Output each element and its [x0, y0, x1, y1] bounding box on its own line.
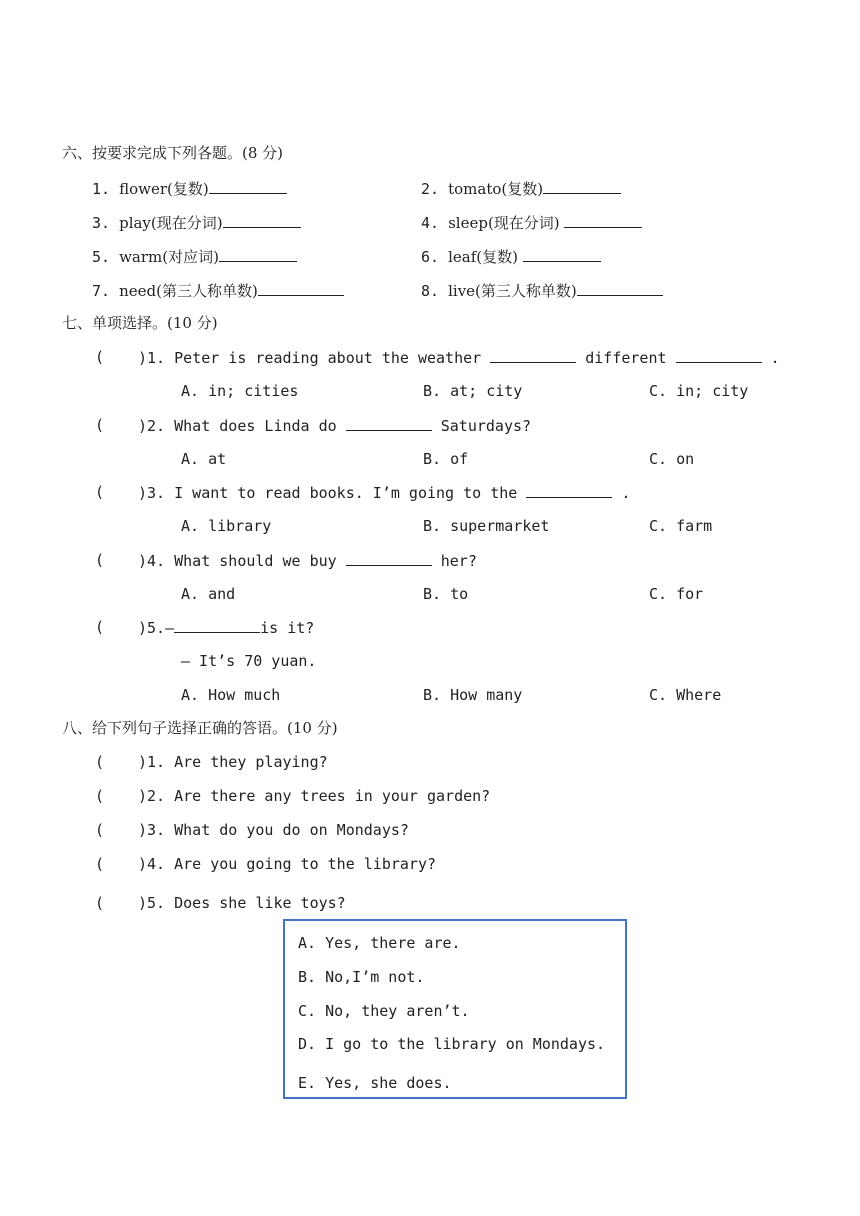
s7-question-2 [138, 415, 531, 436]
option-c: C. Where [649, 686, 722, 704]
answer-blank[interactable] [346, 550, 432, 566]
s6-item-1 [92, 178, 287, 199]
s6-item-8 [421, 280, 663, 301]
question-number: )1. [138, 349, 166, 367]
option-a: A. and [181, 585, 236, 603]
answer-blank[interactable] [209, 178, 287, 194]
answer-blank[interactable] [258, 280, 344, 296]
question-text: Are you going to the library? [174, 855, 437, 873]
answer-blank[interactable] [564, 212, 642, 228]
item-text: play(现在分词) [119, 214, 223, 232]
item-text: warm(对应词) [119, 248, 219, 266]
question-text: different [576, 349, 676, 367]
section7-heading: 七、单项选择。(10 分) [62, 314, 218, 332]
question-text: Saturdays? [431, 417, 532, 435]
answer-paren[interactable]: ( [95, 551, 105, 569]
option-a: A. library [181, 517, 272, 535]
s8-question-4 [138, 854, 436, 874]
option-a: A. How much [181, 686, 281, 704]
option-b: B. of [423, 450, 469, 468]
section8-heading: 八、给下列句子选择正确的答语。(10 分) [62, 719, 338, 737]
answer-paren[interactable]: ( [95, 618, 105, 636]
section6-heading: 六、按要求完成下列各题。(8 分) [62, 144, 284, 162]
question-text: What should we buy [174, 552, 346, 570]
answer-choice-e: E. Yes, she does. [298, 1074, 452, 1092]
item-text: flower(复数) [119, 180, 209, 198]
s7-question-4 [138, 550, 477, 571]
option-a: A. at [181, 450, 227, 468]
question-number: )3. [138, 821, 166, 839]
question-text: Are they playing? [174, 753, 328, 771]
question-text: Peter is reading about the weather [174, 349, 491, 367]
question-text: I want to read books. I’m going to the [174, 484, 527, 502]
item-text: live(第三人称单数) [448, 282, 577, 300]
item-number: 2. [421, 180, 440, 198]
item-number: 7. [92, 282, 111, 300]
question-text: — [165, 619, 175, 637]
question-number: )4. [138, 552, 166, 570]
question-number: )1. [138, 753, 166, 771]
answer-paren[interactable]: ( [95, 855, 105, 873]
answer-paren[interactable]: ( [95, 787, 105, 805]
answer-blank[interactable] [223, 212, 301, 228]
option-b: B. supermarket [423, 517, 550, 535]
question-text: is it? [260, 619, 315, 637]
item-number: 3. [92, 214, 111, 232]
s6-item-6 [421, 246, 601, 267]
question-text: her? [431, 552, 477, 570]
item-number: 5. [92, 248, 111, 266]
option-c: C. in; city [649, 382, 749, 400]
s7-question-5 [138, 617, 314, 638]
option-c: C. for [649, 585, 704, 603]
answer-choice-b: B. No,I’m not. [298, 968, 425, 986]
s7-question-3 [138, 482, 630, 503]
answer-blank[interactable] [543, 178, 621, 194]
item-text: tomato(复数) [448, 180, 544, 198]
option-c: C. farm [649, 517, 713, 535]
question-number: )5. [138, 894, 166, 912]
question-text: . [612, 484, 631, 502]
answer-blank[interactable] [490, 347, 576, 363]
answer-choice-a: A. Yes, there are. [298, 934, 461, 952]
s8-question-5 [138, 893, 346, 913]
option-b: B. at; city [423, 382, 523, 400]
answer-blank[interactable] [676, 347, 762, 363]
answer-paren[interactable]: ( [95, 753, 105, 771]
item-number: 6. [421, 248, 440, 266]
s6-item-7 [92, 280, 344, 301]
question-text: Are there any trees in your garden? [174, 787, 491, 805]
item-text: need(第三人称单数) [119, 282, 258, 300]
answer-blank[interactable] [346, 415, 432, 431]
s6-item-3 [92, 212, 301, 233]
answer-blank[interactable] [577, 280, 663, 296]
item-number: 8. [421, 282, 440, 300]
option-c: C. on [649, 450, 695, 468]
answer-paren[interactable]: ( [95, 416, 105, 434]
option-a: A. in; cities [181, 382, 299, 400]
dialogue-reply: — It’s 70 yuan. [181, 652, 317, 670]
s8-question-3 [138, 820, 409, 840]
s6-item-5 [92, 246, 297, 267]
item-text: sleep(现在分词) [448, 214, 565, 232]
question-number: )2. [138, 787, 166, 805]
answer-paren[interactable]: ( [95, 894, 105, 912]
question-text: . [761, 349, 780, 367]
answer-blank[interactable] [219, 246, 297, 262]
answer-paren[interactable]: ( [95, 821, 105, 839]
answer-paren[interactable]: ( [95, 483, 105, 501]
answer-blank[interactable] [523, 246, 601, 262]
item-number: 4. [421, 214, 440, 232]
answer-choice-c: C. No, they aren’t. [298, 1002, 470, 1020]
question-text: Does she like toys? [174, 894, 346, 912]
s6-item-2 [421, 178, 621, 199]
s7-question-1 [138, 347, 780, 368]
answer-choice-d: D. I go to the library on Mondays. [298, 1035, 606, 1053]
question-text: What do you do on Mondays? [174, 821, 409, 839]
option-b: B. to [423, 585, 469, 603]
question-number: )3. [138, 484, 166, 502]
s6-item-4 [421, 212, 642, 233]
s8-question-1 [138, 752, 328, 772]
item-number: 1. [92, 180, 111, 198]
question-number: )2. [138, 417, 166, 435]
answer-blank[interactable] [174, 617, 260, 633]
s8-question-2 [138, 786, 490, 806]
question-number: )4. [138, 855, 166, 873]
answer-blank[interactable] [526, 482, 612, 498]
answer-paren[interactable]: ( [95, 348, 105, 366]
option-b: B. How many [423, 686, 523, 704]
question-text: What does Linda do [174, 417, 346, 435]
item-text: leaf(复数) [448, 248, 523, 266]
question-number: )5. [138, 619, 166, 637]
